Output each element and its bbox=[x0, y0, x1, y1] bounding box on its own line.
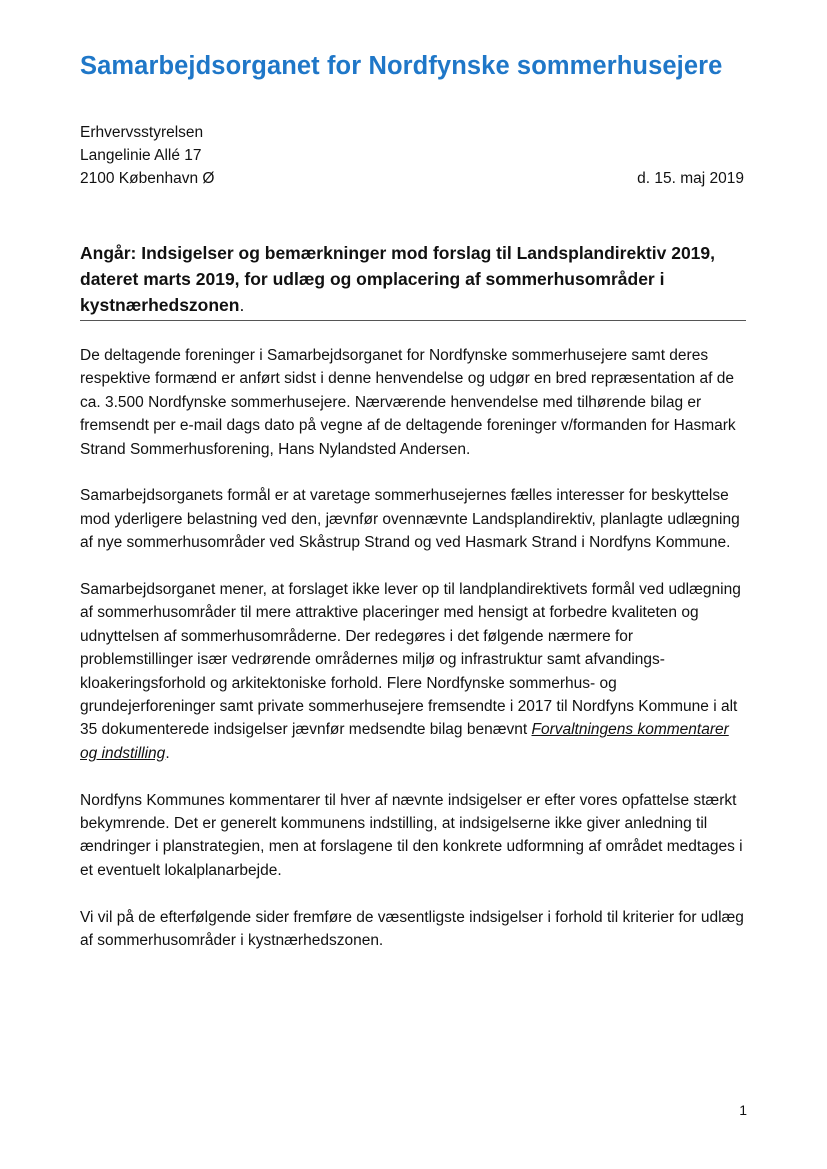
page-number: 1 bbox=[739, 1102, 747, 1118]
paragraph-outlook: Vi vil på de efterfølgende sider fremføre de væsentligste indsigelser i forhold til kriterier for udlæg af sommerhusområder i kystnærhedszonen. bbox=[80, 908, 744, 950]
subject-line bbox=[80, 240, 746, 321]
recipient-street: Langelinie Allé 17 bbox=[80, 147, 202, 164]
recipient-address bbox=[80, 121, 214, 190]
paragraph-objections-text: Samarbejdsorganet mener, at forslaget ikke lever op til landplandirektivets formål ved udlægning af sommerhusområder til mere attraktive placeringer med hensigt at forbedre kvaliteten og udnyttelsen af sommerhusområderne. Der redegøres i det følgende nærmere for problemstillinger især vedrørende områdernes miljø og infrastruktur samt afvandings- kloakeringsforhold og arkitektoniske forhold. Flere Nordfynske sommerhus- og grundejerforeninger samt private sommerhusejere fremsendte i 2017 til Nordfyns Kommune i alt 35 dokumenterede indsigelser jævnfør medsendte bilag benævnt bbox=[80, 581, 741, 739]
attachment-link[interactable]: Forvaltningens kommentarer og indstilling bbox=[80, 721, 729, 762]
paragraph-intro: De deltagende foreninger i Samarbejdsorganet for Nordfynske sommerhusejere samt deres respektive formænd er anført sidst i denne henvendelse og udgør en bred repræsentation af de ca. 3.500 Nordfynske sommerhusejere. Nærværende henvendelse med tilhørende bilag er fremsendt per e-mail dags dato på vegne af de deltagende foreninger v/formanden for Hasmark Strand Sommerhusforening, Hans Nylandsted Andersen. bbox=[80, 347, 736, 458]
paragraph-objections-end: . bbox=[165, 744, 170, 762]
paragraph-purpose: Samarbejdsorganets formål er at varetage sommerhusejernes fælles interesser for beskyttelse mod yderligere belastning ved den, jævnfør ovennævnte Landsplandirektiv, planlagte udlægning af nye sommerhusområder ved Skåstrup Strand og ved Hasmark Strand i Nordfyns Kommune. bbox=[80, 487, 740, 552]
recipient-city: 2100 København Ø bbox=[80, 170, 215, 187]
paragraph-municipality: Nordfyns Kommunes kommentarer til hver af nævnte indsigelser er efter vores opfattelse stærkt bekymrende. Det er generelt kommunens indstilling, at indsigelserne ikke giver anledning til ændringer i planstrategien, men at forslagene til den konkrete udformning af området medtages i et eventuelt lokalplanarbejde. bbox=[80, 791, 743, 879]
subject-text: Angår: Indsigelser og bemærkninger mod forslag til Landsplandirektiv 2019, dateret marts 2019, for udlæg og omplacering af sommerhusområder i kystnærhedszonen bbox=[80, 243, 716, 315]
letter-body bbox=[80, 344, 750, 976]
paragraph-objections bbox=[80, 578, 750, 765]
organization-title: Samarbejdsorganet for Nordfynske sommerhusejere bbox=[80, 52, 723, 80]
recipient-name: Erhvervsstyrelsen bbox=[80, 124, 204, 141]
subject-period: . bbox=[239, 295, 245, 315]
letter-date: d. 15. maj 2019 bbox=[637, 170, 744, 187]
